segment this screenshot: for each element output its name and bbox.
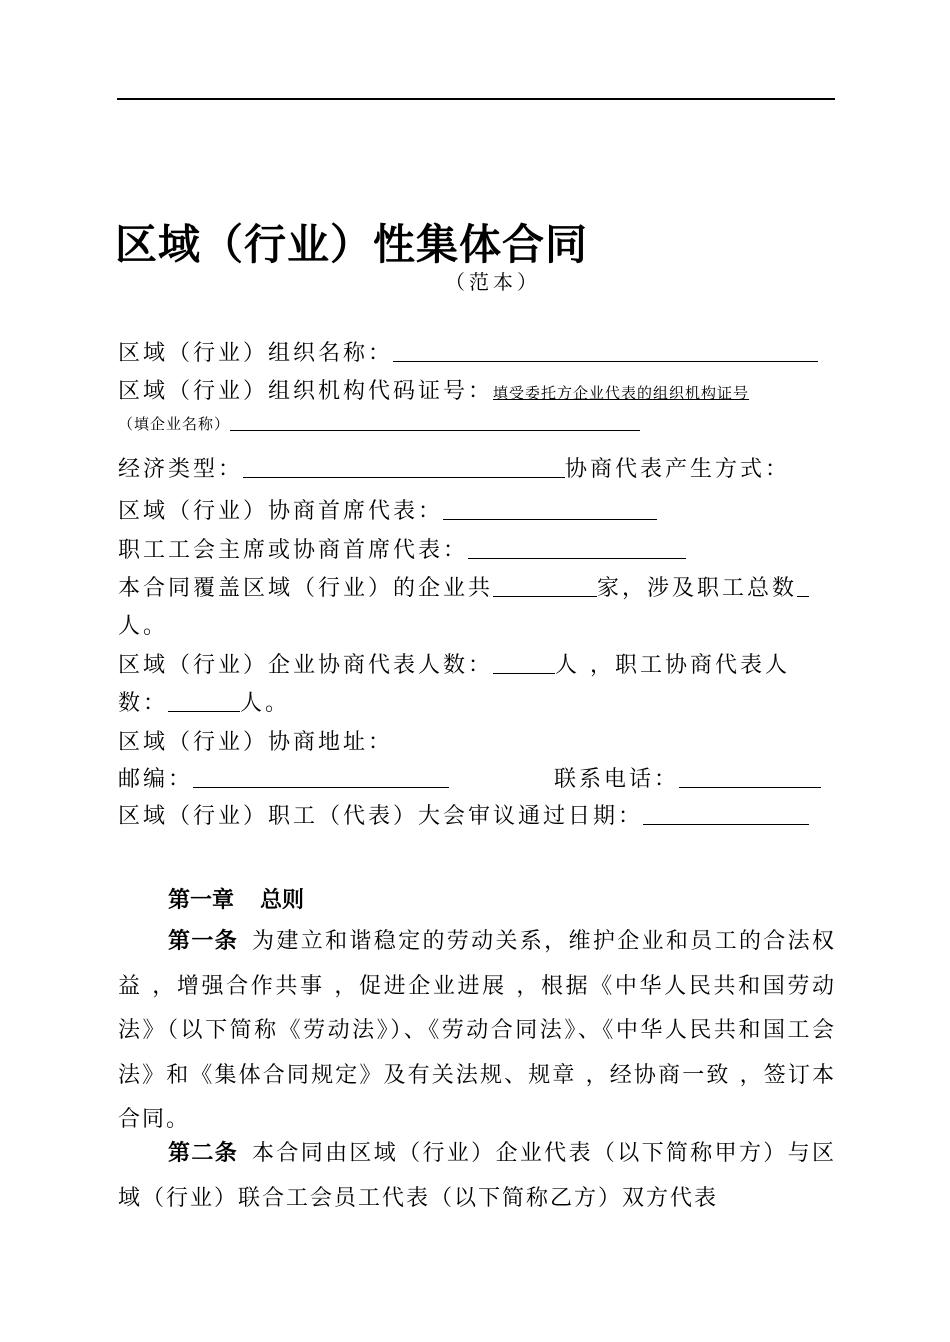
coverage-row-2 <box>118 609 168 640</box>
org-code-label: 区域（行业）组织机构代码证号： <box>118 379 494 404</box>
coverage-row <box>118 571 809 602</box>
worker-total-field[interactable] <box>797 574 809 597</box>
company-name-note: （填企业名称） <box>118 415 231 433</box>
document-title: 区域（行业）性集体合同 <box>115 220 589 269</box>
worker-reps-field[interactable] <box>168 689 240 712</box>
enterprise-reps-row <box>118 648 790 679</box>
document-subtitle: （范本） <box>445 270 541 294</box>
enterprise-count-field[interactable] <box>493 574 597 597</box>
chief-rep-row <box>118 494 657 525</box>
chapter-number: 第一章 <box>168 888 235 913</box>
econ-type-row <box>118 452 790 483</box>
postcode-field[interactable] <box>193 765 449 788</box>
union-chair-row <box>118 533 686 564</box>
phone-row <box>554 762 821 793</box>
chapter-heading <box>168 883 330 914</box>
coverage-suffix: 人。 <box>118 614 169 639</box>
union-chair-label: 职工工会主席或协商首席代表： <box>118 538 469 563</box>
chapter-name: 总则 <box>260 888 305 913</box>
address-row <box>118 725 393 756</box>
org-name-field[interactable] <box>393 339 818 362</box>
approval-date-field[interactable] <box>643 802 809 825</box>
postcode-row <box>118 762 449 793</box>
article-2-label: 第二条 <box>168 1141 239 1166</box>
phone-label: 联系电话： <box>554 767 680 792</box>
org-name-label: 区域（行业）组织名称： <box>118 341 394 366</box>
econ-type-label: 经济类型： <box>118 457 244 482</box>
chief-rep-label: 区域（行业）协商首席代表： <box>118 499 444 524</box>
coverage-prefix: 本合同覆盖区域（行业）的企业共 <box>118 576 494 601</box>
chief-rep-field[interactable] <box>443 497 657 520</box>
article-1-text: 为建立和谐稳定的劳动关系，维护企业和员工的合法权益 ，增强合作共事 ，促进企业进展 ，根据《中华人民共和国劳动法》（以下简称《劳动法》）、《劳动合同法》、《中华人民共和国工会法》和《集体合同规定》及有关法规、规章 ，经协商一致 ，签订本合同。 <box>118 929 836 1132</box>
org-name-row <box>118 336 818 367</box>
phone-field[interactable] <box>679 765 821 788</box>
worker-reps-row <box>118 686 290 717</box>
article-1-label: 第一条 <box>168 929 239 954</box>
article-2-text: 本合同由区域（行业）企业代表（以下简称甲方）与区域（行业）联合工会员工代表（以下简称乙方）双方代表 <box>118 1141 836 1211</box>
article-1 <box>118 920 836 1143</box>
header-rule <box>117 98 835 100</box>
enterprise-reps-field[interactable] <box>493 651 555 674</box>
company-name-row <box>118 410 640 435</box>
union-chair-field[interactable] <box>468 536 686 559</box>
rep-method-label: 协商代表产生方式： <box>565 457 791 482</box>
approval-date-row <box>118 799 809 830</box>
company-name-field[interactable] <box>230 416 640 431</box>
org-code-note: 填受委托方企业代表的组织机构证号 <box>493 384 750 402</box>
worker-reps-label: 数： <box>118 691 169 716</box>
approval-date-label: 区域（行业）职工（代表）大会审议通过日期： <box>118 804 644 829</box>
enterprise-reps-unit: 人 ，职工协商代表人 <box>555 653 791 678</box>
coverage-mid: 家，涉及职工总数 <box>597 576 798 601</box>
enterprise-reps-label: 区域（行业）企业协商代表人数： <box>118 653 494 678</box>
econ-type-field[interactable] <box>243 455 565 478</box>
address-label: 区域（行业）协商地址： <box>118 730 394 755</box>
worker-reps-unit: 人。 <box>240 691 291 716</box>
article-2 <box>118 1132 836 1221</box>
postcode-label: 邮编： <box>118 767 194 792</box>
org-code-row <box>118 374 749 405</box>
